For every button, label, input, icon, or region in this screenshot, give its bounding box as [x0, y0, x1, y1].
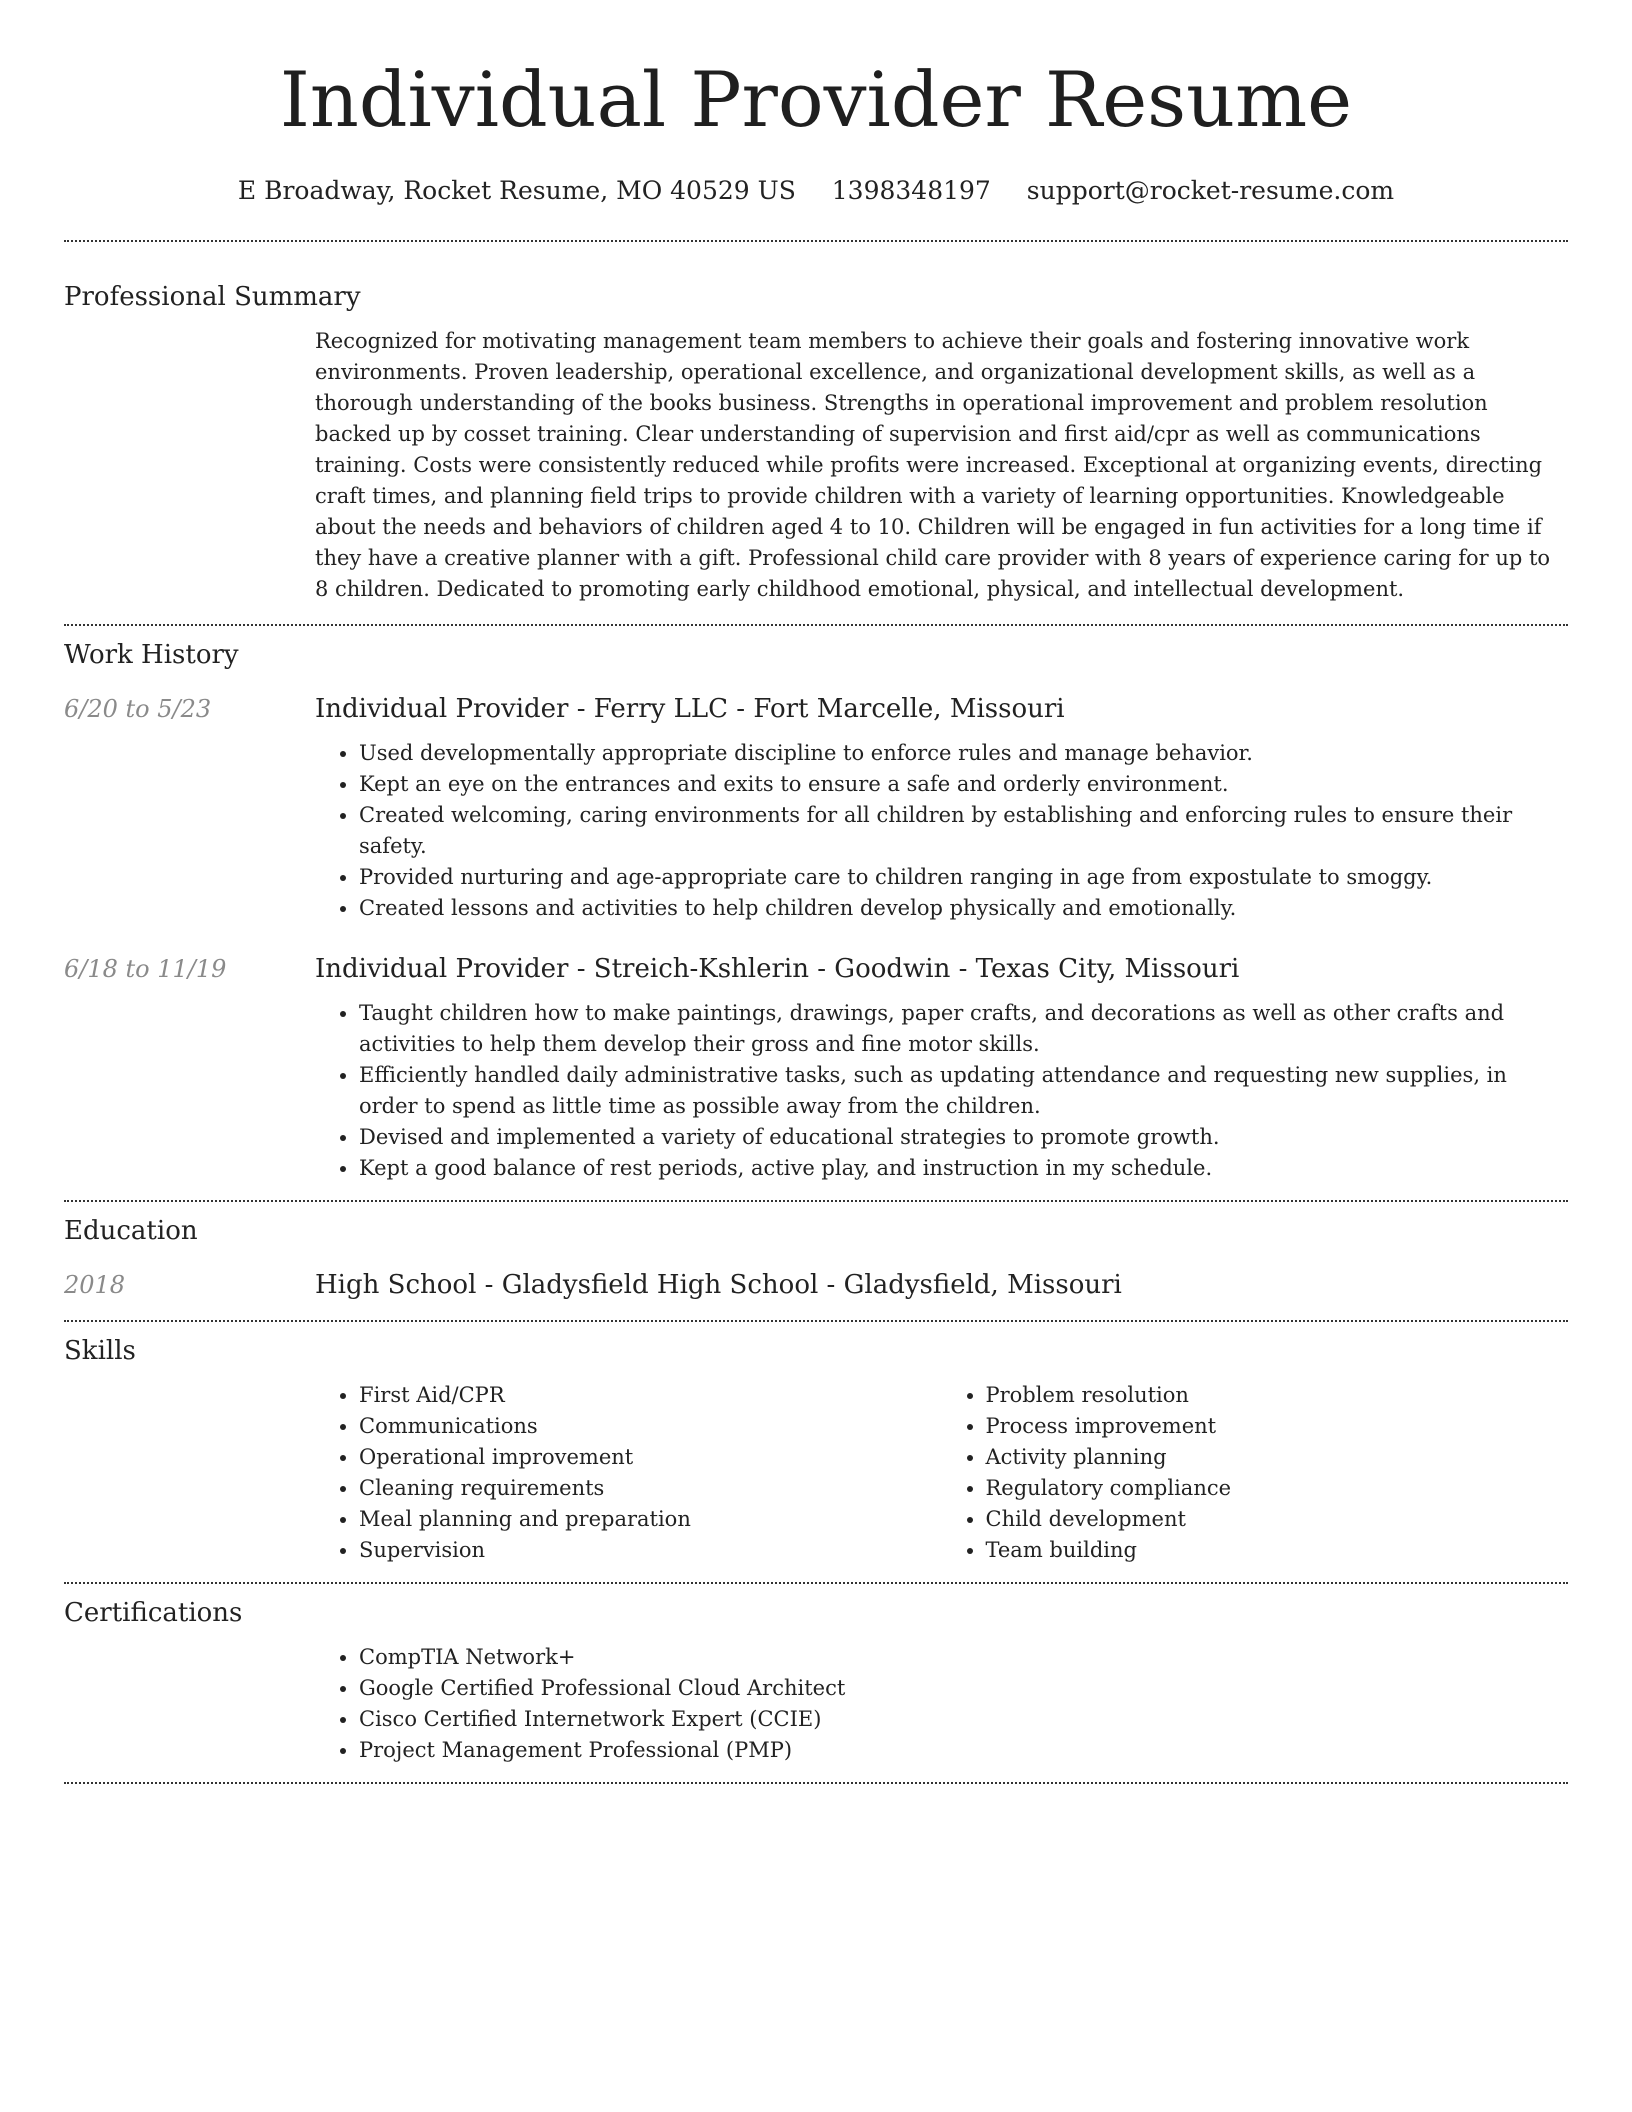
section-title-skills: Skills	[64, 1336, 136, 1366]
job-bullet: • Used developmentally appropriate discipline to enforce rules and manage behavior.	[359, 738, 1568, 769]
section-title-education: Education	[64, 1216, 198, 1246]
job-bullet: • Provided nurturing and age-appropriate care to children ranging in age from expostulate to smoggy.	[359, 862, 1568, 893]
resume-title: Individual Provider Resume	[279, 55, 1353, 144]
job-bullet: • Efficiently handled daily administrative tasks, such as updating attendance and requesting new supplies, in order to spend as little time as possible away from the children.	[359, 1060, 1568, 1122]
contact-line	[64, 176, 1568, 205]
divider	[64, 1200, 1568, 1202]
section-title-summary: Professional Summary	[64, 282, 361, 312]
resume-page	[64, 0, 1568, 1784]
certifications-list	[315, 1642, 1568, 1766]
skill-item: • Team building	[986, 1535, 1569, 1566]
job-heading: Individual Provider - Streich-Kshlerin - Goodwin - Texas City, Missouri	[315, 954, 1240, 984]
divider	[64, 240, 1568, 242]
skill-item: • Activity planning	[986, 1442, 1569, 1473]
summary-text: Recognized for motivating management team members to achieve their goals and fostering innovative work environments. Proven leadership, operational excellence, and organizational development skills, as well as a thorough understanding of the books business. Strengths in operational improvement and problem resolution backed up by cosset training. Clear understanding of supervision and first aid/cpr as well as communications training. Costs were consistently reduced while profits were increased. Exceptional at organizing events, directing craft times, and planning field trips to provide children with a variety of learning opportunities. Knowledgeable about the needs and behaviors of children aged 4 to 10. Children will be engaged in fun activities for a long time if they have a creative planner with a gift. Professional child care provider with 8 years of experience caring for up to 8 children. Dedicated to promoting early childhood emotional, physical, and intellectual development.	[315, 329, 1551, 601]
job-bullet: • Created welcoming, caring environments for all children by establishing and enforcing rules to ensure their safety.	[359, 800, 1568, 862]
certification-item: • Cisco Certified Internetwork Expert (CCIE)	[359, 1704, 1568, 1735]
skills-list-right	[942, 1380, 1569, 1566]
job-bullet: • Kept a good balance of rest periods, active play, and instruction in my schedule.	[359, 1153, 1568, 1184]
job-entry	[64, 954, 1568, 984]
job-heading: Individual Provider - Ferry LLC - Fort Marcelle, Missouri	[315, 694, 1065, 724]
skill-item: • Regulatory compliance	[986, 1473, 1569, 1504]
job-dates: 6/18 to 11/19	[64, 955, 227, 983]
certifications-wrap	[315, 1642, 1568, 1766]
job-bullets	[315, 738, 1568, 924]
contact-address: E Broadway, Rocket Resume, MO 40529 US	[237, 176, 796, 205]
skill-item: • Operational improvement	[359, 1442, 942, 1473]
certification-item: • Google Certified Professional Cloud Architect	[359, 1673, 1568, 1704]
job-bullet: • Devised and implemented a variety of educational strategies to promote growth.	[359, 1122, 1568, 1153]
divider	[64, 1320, 1568, 1322]
divider	[64, 1782, 1568, 1784]
job-bullets-wrap	[315, 998, 1568, 1184]
education-heading: High School - Gladysfield High School - Gladysfield, Missouri	[315, 1270, 1122, 1300]
job-bullets	[315, 998, 1568, 1184]
job-bullet: • Created lessons and activities to help children develop physically and emotionally.	[359, 893, 1568, 924]
contact-phone: 1398348197	[831, 176, 991, 205]
job-bullets-wrap	[315, 738, 1568, 924]
certification-item: • Project Management Professional (PMP)	[359, 1735, 1568, 1766]
skill-item: • Child development	[986, 1504, 1569, 1535]
education-entry	[64, 1270, 1568, 1300]
section-title-certifications: Certifications	[64, 1598, 243, 1628]
section-title-work-history: Work History	[64, 640, 239, 670]
skill-item: • Process improvement	[986, 1411, 1569, 1442]
job-entry	[64, 694, 1568, 724]
job-bullet: • Kept an eye on the entrances and exits to ensure a safe and orderly environment.	[359, 769, 1568, 800]
skill-item: • Cleaning requirements	[359, 1473, 942, 1504]
skill-item: • Problem resolution	[986, 1380, 1569, 1411]
skill-item: • Meal planning and preparation	[359, 1504, 942, 1535]
skill-item: • Communications	[359, 1411, 942, 1442]
certification-item: • CompTIA Network+	[359, 1642, 1568, 1673]
divider	[64, 624, 1568, 626]
education-date: 2018	[64, 1271, 126, 1299]
skill-item: • First Aid/CPR	[359, 1380, 942, 1411]
job-bullet: • Taught children how to make paintings, drawings, paper crafts, and decorations as well as other crafts and activities to help them develop their gross and fine motor skills.	[359, 998, 1568, 1060]
divider	[64, 1582, 1568, 1584]
job-dates: 6/20 to 5/23	[64, 695, 212, 723]
contact-email: support@rocket-resume.com	[1026, 176, 1395, 205]
skill-item: • Supervision	[359, 1535, 942, 1566]
skills-columns	[315, 1380, 1568, 1566]
skills-list-left	[315, 1380, 942, 1566]
